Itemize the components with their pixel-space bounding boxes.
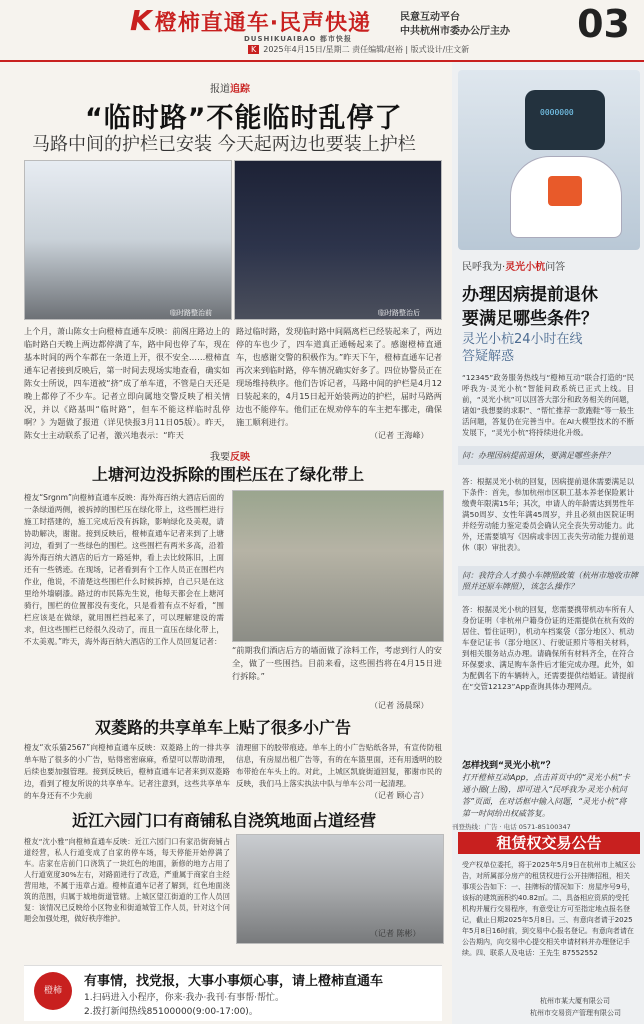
brand-k-icon: K [248, 45, 259, 54]
label-pre: 民呼我为· [462, 262, 506, 273]
article2-body-col1: 橙友“Srgnm”向橙柿直通车反映：海外海百纳大酒店后面的一条绿道两侧，被拆掉的围栏压在绿化带上，这些围栏进行施工时搭建的，施工完成后没有拆除，影响绿化及美观，请协助解决，谢谢。接到反映后，橙柿直通车记者来到了上塘河边，看到了一些绿色的围栏。这些围栏有两米多高，沿着海外海百纳大酒店的后方一路延伸，看上去比较陈旧，上面还有一些锈迹。在现场，记者看到有个工作人员正在围栏内作业，他说，不清楚这些围栏什么时候拆掉，自己只是在这里给外墙刷漆。路过的市民陈先生说，他每天都会在上塘河骑行，围栏的位置都没有变化，只是看着有点不好看，“围栏应该是在做绿，就用围栏挡起来了，可以理解建设的需求，但这些围栏已经很久没动了，而且一直压在绿化带上，不太美观。”昨天，海外海百纳大酒店的工作人员回复记者： [24, 493, 224, 646]
masthead-logo [130, 4, 371, 37]
kicker-label: 报道 [210, 84, 230, 95]
issue-date: 2025年4月15日/星期二 [263, 45, 350, 54]
footer-hotline [24, 965, 442, 1021]
kicker-tag: 反映 [230, 452, 250, 463]
article4-author: （记者 陈彬） [370, 929, 421, 938]
footer-slogan: 有事情，找党报，大事小事烦心事，请上橙柿直通车 [84, 974, 384, 989]
qa-subtitle-line2: 答疑解惑 [462, 349, 515, 364]
kicker-label: 我要 [210, 452, 230, 463]
label-tag: 灵光小杭 [505, 262, 546, 273]
brand-name: DUSHIKUAIBAO 都市快报 [244, 35, 352, 43]
masthead-logo-text: 橙柿直通车·民声快递 [154, 11, 372, 36]
qa-column-label [462, 258, 565, 273]
kicker-tag: 追踪 [230, 84, 250, 95]
article1-photo-before [24, 160, 232, 320]
article1-body-col1: 上个月，萧山陈女士向橙柿直通车反映：前阁庄路边上的临时路白天晚上两边都停满了车，路中间也停了车，现在基本时间的两个车都在一条道上开，很不安全……橙柿直通车记者接到反映后，第一时间去现场实地查看，确实如陈女士所说，四车道被“挤”成了单车道，不管是白天还是晚上都停了不少车。记者立即向属地交警反映了相关情况，并以《路基叫“临时路”，但车不能这样临时乱停啊？》为题做了报道（详见快报3月11日05版）。昨天，陈女士主动联系了记者，激兴地表示：“昨天 [24, 326, 230, 440]
ad-signature2: 杭州市交易资产管理有限公司 [530, 1009, 621, 1017]
article4-title: 近江六园门口有商铺私自浇筑地面占道经营 [72, 811, 377, 830]
footer-step2: 2.拨打新闻热线85100000(9:00-17:00)。 [84, 1007, 258, 1017]
page-number: 03 [577, 2, 630, 46]
article3-title: 双菱路的共享单车上贴了很多小广告 [95, 718, 352, 737]
how-to-find-title: 怎样找到“灵光小杭”？ [462, 761, 555, 771]
qa-answer2: 答：根据灵光小杭的回复，您需要携带机动车所有人身份证明（非杭州户籍身份证的还需提供在杭有效的居住、暂住证明），机动车档案袋（部分地区）、机动车登记证书（部分地区）、行驶证照片等相关材料，到相关服务站点办理。请确保所有材料齐全，在符合环保要求、满足购车条件后才能完成办理。此外，如为配偶名下的车辆转入，还需要提供结婚证。请提前在“交管12123”App查询具体办理网点。 [462, 605, 634, 691]
article3-body-col2: 清理留下的胶带痕迹。单车上的小广告贴纸各异，有宣传防租信息，有房屋出租广告等，有的在车篮里面，还有用透明的胶布带抢在车头上的。对此，上城区凯旋街道回复，都谢市民的反映，我们马上落实执法中队与单车公司一起清理。 [236, 743, 442, 788]
qa-subtitle-line1: 灵光小杭24小时在线 [462, 332, 583, 347]
photo-caption-after: 临时路整治后 [378, 309, 420, 317]
ad-hotline-bar: 刊登热线：广告 · 电话 0571-85100347 [452, 823, 571, 831]
qa-intro: “12345”政务服务热线与“橙柿互动”联合打造的“民呼我为·灵光小杭”智能问政系统已正式上线。目前，“灵光小杭”可以回答大部分和政务相关的问题，诸如“我想要的求职”、“帮忙推荐一款跑鞋”等一般生活问题，答复仍在完善当中。在AI大模型技术的不断发展下，“灵光小杭”将持续进化升级。 [462, 373, 634, 437]
article1-kicker [210, 80, 250, 95]
date-strip [244, 44, 584, 58]
label-post: 问答 [545, 262, 566, 273]
qa-question2: 问：我符合人才换小车牌照政策（杭州市地收市牌照并还原车牌照），该怎么操作？ [458, 566, 644, 596]
qa-title-line2: 要满足哪些条件？ [462, 309, 598, 329]
article2-body-col2: “前期我们酒店后方的墙面做了涂料工作，考虑到行人的安全，做了一些围挡。目前来看，这些围挡将在4月15日进行拆除。” [232, 645, 442, 681]
article2-photo-fence [232, 490, 444, 642]
article3-body-col1: 橙友“欢乐猫2567”向橙柿直通车反映：双菱路上的一排共享单车贴了很多的小广告，贴得密密麻麻，希望可以帮助清理，后续也要加强管理。接到反映后，橙柿直通车记者来到双菱路边，看到了橙友所说的共享单车。记者注意到，这些共享单车的车身还有不少先前 [24, 743, 230, 800]
qa-question1: 问：办理因病提前退休，要满足哪些条件？ [458, 446, 644, 465]
masthead-sub2: 中共杭州市委办公厅主办 [400, 26, 510, 37]
orange-logo-icon: 橙柿 [34, 972, 72, 1010]
logo-k-icon: K [130, 4, 153, 37]
robot-screen-text: 0000000 [540, 108, 574, 117]
how-to-find-text: 打开橙柿互动App，点击首页中的“灵光小杭”卡通小圈(上图)，即可进入“民呼我为·灵光小杭问答”页面，在对话框中输入问题，“灵光小杭”将第一时间给出权威答复。 [462, 773, 630, 818]
article1-title: “临时路”不能临时乱停了 [85, 103, 403, 134]
editor-credit: 责任编辑/赵裕 | 版式设计/庄文新 [352, 45, 470, 54]
article3-author: （记者 顾心言） [370, 791, 429, 800]
article2-kicker [210, 448, 250, 463]
article1-body-col2: 路过临时路，发现临时路中间隔离栏已经装起来了，两边停的车也少了，四车道真正通畅起来了。感谢橙柿直通车，也感谢交警的积极作为。”昨天下午，橙柿直通车记者再次来到临时路，停车情况确实好多了。四位协警员正在现场维持秩序。他们告诉记者，马路中间的护栏是4月12日装起来的，4月15日起开始装两边的护栏，届时马路两边也不能停车。他们正在规劝停车的车主把车挪走，确保施工顺利进行。 [236, 326, 442, 427]
ad-headline: 租赁权交易公告 [458, 832, 640, 854]
article1-photo-after [234, 160, 442, 320]
article1-subtitle: 马路中间的护栏已安装 今天起两边也要装上护栏 [32, 134, 416, 155]
ad-signature1: 杭州市某大厦有限公司 [540, 997, 610, 1005]
qa-answer1: 答：根据灵光小杭的回复，因病提前退休需要满足以下条件：首先，参加杭州市区职工基本养老保险累计缴费年限满15年；其次，申请人的年龄需达到男性年满50周岁、女性年满45周岁，并且必须由医院证明并经劳动能力鉴定委员会确认完全丧失劳动能力。此外，还需要填写《因病或非因工丧失劳动能力提前退休（职）审批表》。 [462, 477, 635, 552]
photo-caption-before: 临时路整治前 [170, 309, 212, 317]
article2-author: （记者 汤晨琛） [370, 701, 429, 710]
qa-title-line1: 办理因病提前退休 [462, 285, 598, 305]
article2-title: 上塘河边没拆除的围栏压在了绿化带上 [92, 465, 365, 484]
footer-step1: 1.扫码进入小程序，你来·我办·我刊·有事帮·帮忙。 [84, 993, 285, 1003]
masthead-sub1: 民意互动平台 [400, 12, 460, 23]
robot-face-icon [525, 90, 605, 150]
robot-chest-icon [548, 176, 582, 206]
article1-author: （记者 王海峰） [370, 431, 429, 440]
article4-body-col1: 橙友“沈小雅”向橙柿直通车反映：近江六园门口有家沿街商铺占道经营，私人行道变成了自家的停车场，每天停能开始停满了车。店家在店前门口浇筑了一块红色的地面，新修的地方占用了人行道宽度30%左右，对路面进行了改造，严重属于商家自主经营用地，不属于违章占道。橙柿直通车记者了解到，红色地面浇筑的范围，归属于城地街道管辖。上城区望江街道的工作人员回复：该情况已反映给小区物业和街道城管工作人员，针对这个问题会加强处理，做好秩序维护。 [24, 837, 230, 923]
ad-body: 受产权单位委托，将于2025年5月9日在杭州市上城区公告，对所属部分房产的租赁权进行公开挂牌招租，相关事项公告如下：一、挂牌标的情况如下：房屋序号9号，该标的建筑面积约40.82㎡。二、具备相应资质的受托机构并履行交易程序，有意受让方可至指定地点报名登记，截止日期2025年5月8日。三、有意向者请于2025年5月8日16时前，到交易中心报名登记。有意向者请在公告期内，向交易中心提交相关申请材料并办理登记手续。四、联系人及电话：王先生 87552552 [462, 861, 636, 957]
